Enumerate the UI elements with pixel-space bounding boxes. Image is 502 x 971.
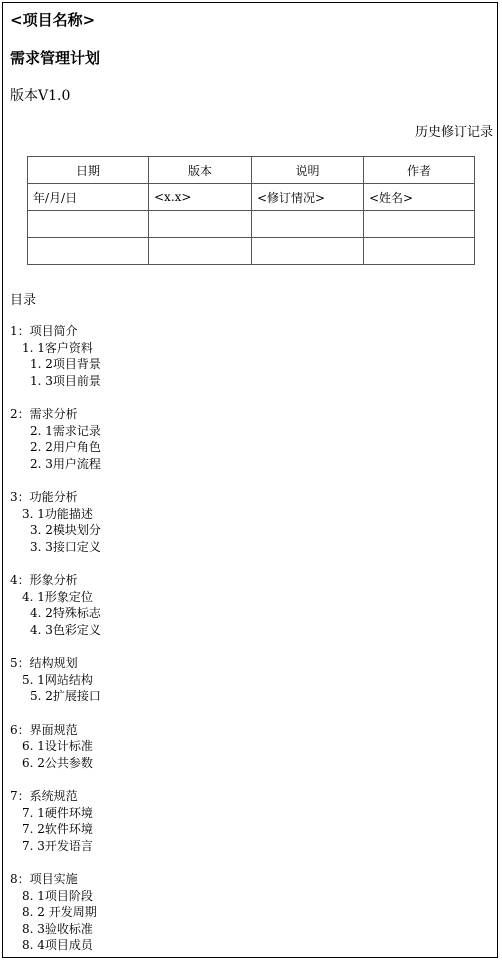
toc-section	[10, 572, 101, 638]
toc-item: 5. 2扩展接口	[30, 689, 101, 703]
toc-section-title: 1：项目简介	[10, 324, 78, 338]
toc-item: 1. 2项目背景	[30, 357, 101, 371]
table-cell	[149, 211, 252, 238]
table-cell	[252, 211, 364, 238]
toc-section	[10, 406, 101, 472]
toc-item: 7. 1硬件环境	[22, 805, 93, 820]
toc-section-title: 2：需求分析	[10, 407, 78, 421]
toc-item: 7. 2软件环境	[22, 822, 93, 836]
toc-item: 1. 1客户资料	[22, 340, 93, 355]
toc-section-title: 7：系统规范	[10, 789, 78, 803]
toc-item: 8. 2 开发周期	[22, 905, 97, 919]
toc-section-title: 4：形象分析	[10, 573, 78, 587]
toc-item: 3. 3接口定义	[30, 539, 101, 554]
table-row	[28, 211, 475, 238]
document-title: <项目名称>	[10, 11, 96, 29]
toc-item: 6. 1设计标准	[22, 739, 93, 753]
table-cell: <修订情况>	[252, 184, 364, 211]
table-cell: <姓名>	[364, 184, 475, 211]
document-page	[2, 2, 498, 958]
toc-section	[10, 722, 101, 772]
table-cell	[28, 211, 149, 238]
toc-item: 4. 3色彩定义	[30, 622, 101, 637]
revision-history-label: 历史修订记录	[414, 125, 493, 140]
toc-section-title: 3：功能分析	[10, 490, 78, 504]
table-cell: 年/月/日	[28, 184, 149, 211]
table-cell: <x.x>	[149, 184, 252, 211]
document-subtitle: 需求管理计划	[10, 49, 101, 67]
toc-item: 8. 4项目成员	[22, 938, 93, 952]
table-cell	[252, 238, 364, 265]
toc-item: 2. 2用户角色	[30, 440, 101, 454]
toc-item: 8. 1项目阶段	[22, 888, 93, 903]
table-of-contents	[10, 323, 101, 971]
document-version: 版本V1.0	[10, 88, 71, 104]
column-header-author: 作者	[364, 157, 475, 184]
table-cell	[364, 238, 475, 265]
column-header-version: 版本	[149, 157, 252, 184]
toc-section	[10, 323, 101, 389]
toc-item: 1. 3项目前景	[30, 373, 101, 388]
table-row	[28, 238, 475, 265]
toc-section	[10, 788, 101, 854]
column-header-description: 说明	[252, 157, 364, 184]
toc-item: 3. 1功能描述	[22, 506, 93, 521]
toc-item: 5. 1网站结构	[22, 672, 93, 687]
toc-item: 2. 1需求记录	[30, 423, 101, 438]
table-header-row	[28, 157, 475, 184]
toc-section	[10, 655, 101, 705]
table-cell	[28, 238, 149, 265]
toc-item: 2. 3用户流程	[30, 456, 101, 471]
toc-item: 7. 3开发语言	[22, 838, 93, 853]
toc-item: 4. 1形象定位	[22, 589, 93, 604]
toc-item: 3. 2模块划分	[30, 523, 101, 537]
table-cell	[364, 211, 475, 238]
toc-item: 6. 2公共参数	[22, 755, 93, 770]
toc-section-title: 6：界面规范	[10, 722, 78, 737]
column-header-date: 日期	[28, 157, 149, 184]
table-row	[28, 184, 475, 211]
revision-history-table	[27, 156, 475, 265]
toc-heading: 目录	[10, 293, 37, 308]
toc-item: 8. 3验收标准	[22, 921, 93, 936]
toc-section	[10, 871, 101, 954]
toc-item: 4. 2特殊标志	[30, 606, 101, 620]
table-cell	[149, 238, 252, 265]
toc-section	[10, 489, 101, 555]
toc-section-title: 8：项目实施	[10, 872, 78, 886]
toc-section-title: 5：结构规划	[10, 656, 78, 670]
